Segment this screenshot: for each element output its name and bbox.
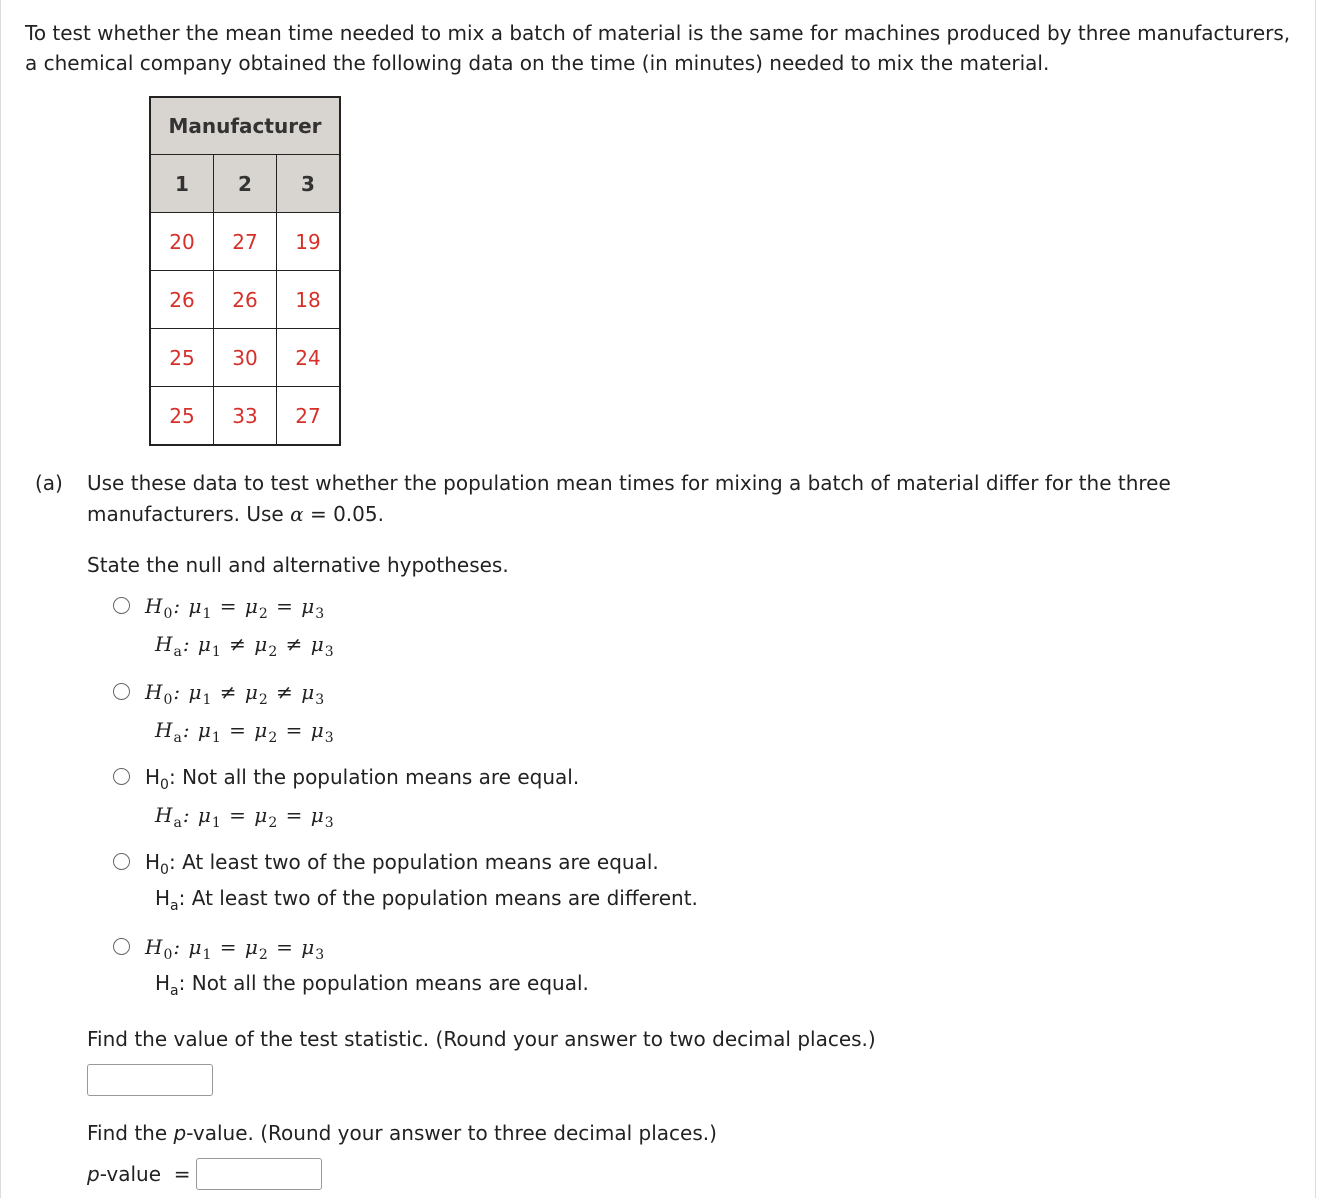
table-cell: 19 — [277, 213, 341, 271]
test-statistic-input[interactable] — [87, 1064, 213, 1096]
table-cell: 27 — [214, 213, 277, 271]
p-value-label: p-value = — [87, 1162, 191, 1186]
option-ha: $H_a$: $\mu_1 \ne \mu_2 \ne \mu_3$ — [155, 632, 335, 660]
table-row — [150, 329, 340, 387]
table-cell: 18 — [277, 271, 341, 329]
alpha-symbol: α — [290, 502, 304, 526]
table-cell: 27 — [277, 387, 341, 446]
p-value-prompt: Find the p-value. (Round your answer to three decimal places.) — [87, 1121, 717, 1145]
table-cell: 24 — [277, 329, 341, 387]
radio-button[interactable] — [113, 683, 130, 700]
col-header-3: 3 — [277, 155, 341, 213]
table-cell: 30 — [214, 329, 277, 387]
test-statistic-prompt: Find the value of the test statistic. (Round your answer to two decimal places.) — [87, 1027, 876, 1051]
option-h0: $H_0$: $\mu_1 = \mu_2 = \mu_3$ — [145, 935, 326, 963]
problem-intro: To test whether the mean time needed to mix a batch of material is the same for machines produced by three manufacturers, a chemical company obtained the following data on the time (in minutes) needed to mix the material. — [25, 21, 1291, 75]
option-h0: $H_0$: $\mu_1 \ne \mu_2 \ne \mu_3$ — [145, 680, 326, 708]
option-ha: $H_a$: $\mu_1 = \mu_2 = \mu_3$ — [155, 718, 335, 746]
table-cell: 26 — [150, 271, 214, 329]
p-value-input[interactable] — [196, 1158, 322, 1190]
table-cell: 20 — [150, 213, 214, 271]
table-row — [150, 213, 340, 271]
option-h0: $H_0$: At least two of the population means are equal. — [145, 850, 659, 878]
radio-button[interactable] — [113, 938, 130, 955]
table-group-header: Manufacturer — [150, 97, 340, 155]
option-ha: $H_a$: $\mu_1 = \mu_2 = \mu_3$ — [155, 803, 335, 831]
option-ha: $H_a$: At least two of the population means are different. — [155, 886, 698, 914]
hypotheses-prompt: State the null and alternative hypotheses. — [87, 553, 509, 577]
part-a-label: (a) — [35, 471, 63, 495]
radio-button[interactable] — [113, 768, 130, 785]
table-row — [150, 271, 340, 329]
option-ha: $H_a$: Not all the population means are equal. — [155, 971, 589, 999]
option-h0: $H_0$: $\mu_1 = \mu_2 = \mu_3$ — [145, 594, 326, 622]
part-a-text: Use these data to test whether the population mean times for mixing a batch of material differ for the three manufacturers. Use α = 0.05. — [87, 471, 1171, 526]
radio-button[interactable] — [113, 853, 130, 870]
table-row — [150, 387, 340, 446]
radio-button[interactable] — [113, 597, 130, 614]
data-table — [149, 96, 341, 446]
table-cell: 33 — [214, 387, 277, 446]
col-header-2: 2 — [214, 155, 277, 213]
table-cell: 25 — [150, 387, 214, 446]
table-cell: 25 — [150, 329, 214, 387]
col-header-1: 1 — [150, 155, 214, 213]
table-cell: 26 — [214, 271, 277, 329]
option-h0: $H_0$: Not all the population means are equal. — [145, 765, 580, 793]
